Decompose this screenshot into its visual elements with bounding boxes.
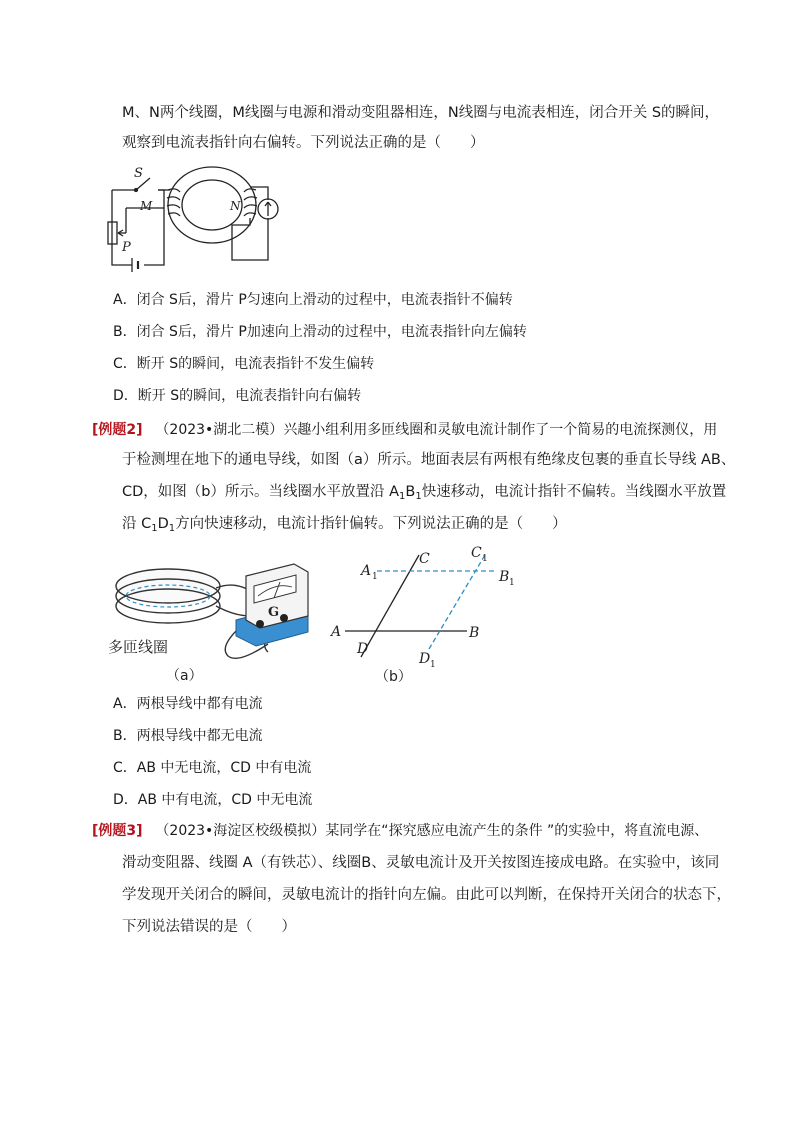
q2-sub-c1: 1 [151,523,158,534]
q2-sub-b1: 1 [415,491,422,502]
q3-source: （2023•海淀区校级模拟） [155,823,326,839]
q3-stem-line-1: 某同学在“探究感应电流产生的条件 ”的实验中，将直流电源、 [325,823,709,839]
q2-tag: [例题2] [92,422,143,438]
q2-label-c1-sub: 1 [482,554,488,564]
q2-label-d1: D [419,651,431,667]
q2-stem-line-4c: 方向快速移动，电流计指针偏转。下列说法正确的是（ ） [175,516,567,532]
q3-stem-line-2: 滑动变阻器、线圈 A（有铁芯）、线圈B、灵敏电流计及开关按图连接成电路。在实验中，该同 [122,855,720,871]
q2-stem-line-2: 于检测埋在地下的通电导线，如图（a）所示。地面表层有两根有绝缘皮包裹的垂直长导线 AB、 [122,452,736,468]
q1-fig-label-n: N [230,199,241,213]
q2-stem-line-3 [122,482,726,502]
q2-header [92,420,717,440]
q1-option-d: D．断开 S的瞬间，电流表指针向右偏转 [113,388,362,404]
q2-label-c1: C [471,545,482,561]
q1-option-b: B．闭合 S后，滑片 P加速向上滑动的过程中，电流表指针向左偏转 [113,324,527,340]
q2-option-c: C．AB 中无电流，CD 中有电流 [113,760,312,776]
q2-stem-line-3a: CD，如图（b）所示。当线圈水平放置沿 A [122,484,400,500]
q2-source: （2023•湖北二模） [155,422,284,438]
q2-figure-a [108,550,323,685]
q3-stem-line-4: 下列说法错误的是（ ） [122,919,296,935]
q3-stem-line-3: 学发现开关闭合的瞬间，灵敏电流计的指针向左偏。由此可以判断，在保持开关闭合的状态下， [122,887,731,903]
q2-label-a: A [331,624,342,640]
q2-label-b1-sub: 1 [509,578,515,588]
q2-figure-b [325,545,530,685]
q2-label-b: B [469,625,480,641]
q1-fig-label-m: M [140,199,153,213]
q1-option-c: C．断开 S的瞬间，电流表指针不发生偏转 [113,356,375,372]
q2-galvanometer-label: G [268,605,280,620]
q2-coil-label: 多匝线圈 [108,638,169,656]
q2-stem-line-3c: 快速移动，电流计指针不偏转。当线圈水平放置 [421,484,727,500]
q2-option-d: D．AB 中有电流，CD 中无电流 [113,792,313,808]
q2-label-b1: B [499,569,510,585]
q2-stem-line-4a: 沿 C [122,516,152,532]
q2-label-d1-sub: 1 [430,660,436,670]
q2-option-a: A．两根导线中都有电流 [113,696,263,712]
q2-option-b: B．两根导线中都无电流 [113,728,263,744]
q1-option-a: A．闭合 S后，滑片 P匀速向上滑动的过程中，电流表指针不偏转 [113,292,513,308]
q3-tag: [例题3] [92,823,143,839]
q1-fig-label-p: P [122,240,131,255]
q2-fig-a-caption: （a） [166,668,203,684]
q2-label-a1-sub: 1 [372,572,378,582]
q1-stem-line-1: M、N两个线圈，M线圈与电源和滑动变阻器相连，N线圈与电流表相连，闭合开关 S的瞬间， [122,105,720,121]
q2-stem-line-1: 兴趣小组利用多匝线圈和灵敏电流计制作了一个简易的电流探测仪，用 [283,422,718,438]
q2-label-c: C [419,551,430,567]
q2-label-a1: A [361,563,372,579]
q2-label-d: D [357,641,369,657]
q2-stem-line-4b: D [157,516,169,532]
q2-sub-a1: 1 [399,491,406,502]
q1-stem-line-2: 观察到电流表指针向右偏转。下列说法正确的是（ ） [122,135,485,151]
q1-fig-label-s: S [134,166,143,181]
q2-fig-b-caption: （b） [375,669,412,685]
q1-circuit-figure [100,160,290,275]
q2-stem-line-4 [122,514,567,534]
q2-sub-d1: 1 [168,523,176,534]
q3-header [92,821,708,841]
q2-stem-line-3b: B [405,484,416,500]
